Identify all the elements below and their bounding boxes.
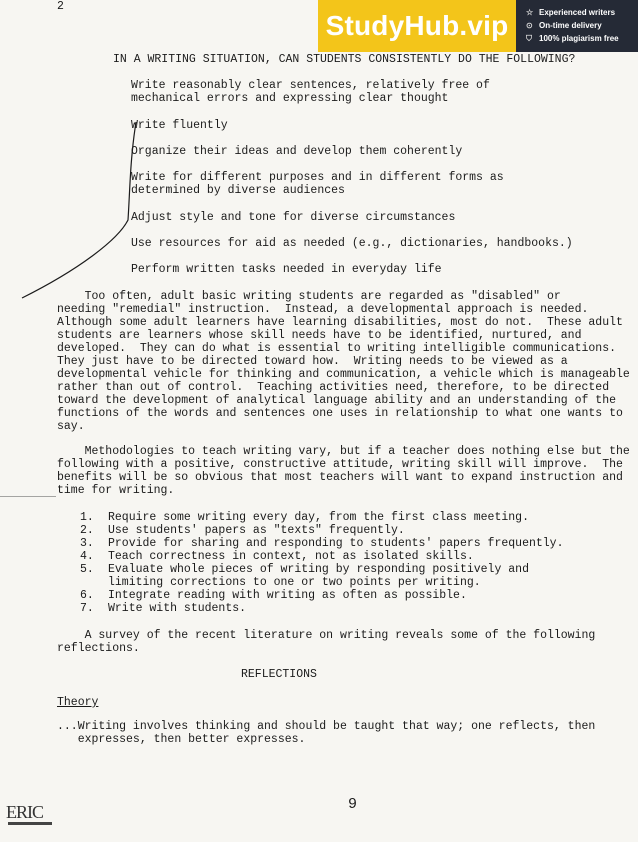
paragraph-line: rather than out of control. Teaching activities need, therefore, to be directed <box>57 381 610 394</box>
list-text: Teach correctness in context, not as isolated skills. <box>108 550 474 563</box>
skill-item-line: Perform written tasks needed in everyday life <box>131 263 442 276</box>
list-text: limiting corrections to one or two points per writing. <box>108 576 481 589</box>
skill-item-line: Write fluently <box>131 119 228 132</box>
paragraph-developmental <box>57 290 630 433</box>
paragraph-line: Methodologies to teach writing vary, but if a teacher does nothing else but the <box>57 445 630 458</box>
section-title: REFLECTIONS <box>241 668 317 681</box>
paragraph-line: benefits will be so obvious that most teachers will want to expand instruction and <box>57 471 623 484</box>
star-icon: ☆ <box>526 8 534 17</box>
list-item <box>80 576 563 589</box>
list-number: 4. <box>80 550 94 563</box>
paragraph-line: functions of the words and sentences one uses in relationship to what one wants to <box>57 407 623 420</box>
list-item <box>80 563 563 576</box>
list-text: Provide for sharing and responding to students' papers frequently. <box>108 537 564 550</box>
handwritten-line <box>0 496 638 497</box>
list-number: 7. <box>80 602 94 615</box>
feature-label: On-time delivery <box>539 21 602 30</box>
paragraph-line: students are learners whose skill needs have to be identified, nurtured, and <box>57 329 582 342</box>
list-item <box>80 602 563 615</box>
list-number: 1. <box>80 511 94 524</box>
feature-list <box>516 0 638 52</box>
page-number: 9 <box>348 796 358 813</box>
paragraph-line: time for writing. <box>57 484 175 497</box>
skill-item-line: Use resources for aid as needed (e.g., dictionaries, handbooks.) <box>131 237 573 250</box>
paragraph-line: toward the development of analytical language ability and an understanding of the <box>57 394 616 407</box>
eric-logo-strip <box>8 822 52 825</box>
skill-item-line: Organize their ideas and develop them coherently <box>131 145 463 158</box>
list-number: 5. <box>80 563 94 576</box>
feature-on-time <box>526 19 638 32</box>
list-item <box>80 511 563 524</box>
eric-logo-text: ERIC <box>6 802 44 822</box>
top-page-number: 2 <box>57 0 64 13</box>
paragraph-line: say. <box>57 420 85 433</box>
feature-label: Experienced writers <box>539 8 616 17</box>
skill-item-line: mechanical errors and expressing clear thought <box>131 92 449 105</box>
feature-experienced <box>526 6 638 19</box>
brand-logo[interactable] <box>318 0 516 52</box>
feature-plagiarism <box>526 32 638 45</box>
paragraph-survey <box>57 629 597 655</box>
brand-name: StudyHub.vip <box>325 10 509 41</box>
list-text: Evaluate whole pieces of writing by responding positively and <box>108 563 529 576</box>
paragraph-line: A survey of the recent literature on writing reveals some of the following <box>57 629 596 642</box>
paragraph-line: They just have to be directed toward how. Writing needs to be viewed as a <box>57 355 568 368</box>
studyhub-banner[interactable] <box>318 0 638 52</box>
list-number: 6. <box>80 589 94 602</box>
paragraph-line: developed. They can do what is essential to writing intelligible communications. <box>57 342 616 355</box>
question-heading: IN A WRITING SITUATION, CAN STUDENTS CONSISTENTLY DO THE FOLLOWING? <box>113 53 576 66</box>
skill-item-line: determined by diverse audiences <box>131 184 345 197</box>
paragraph-line: needing "remedial" instruction. Instead, a developmental approach is needed. <box>57 303 589 316</box>
list-text: Write with students. <box>108 602 247 615</box>
list-number: 3. <box>80 537 94 550</box>
list-item <box>80 550 563 563</box>
list-item <box>80 589 563 602</box>
quote <box>57 720 595 746</box>
list-item <box>80 537 563 550</box>
paragraph-line: developmental vehicle for thinking and communication, a vehicle which is manageable <box>57 368 630 381</box>
list-text: Integrate reading with writing as often as possible. <box>108 589 467 602</box>
skill-item-line: Write reasonably clear sentences, relatively free of <box>131 79 490 92</box>
skill-item-line: Write for different purposes and in different forms as <box>131 171 504 184</box>
paragraph-line: reflections. <box>57 642 140 655</box>
eric-logo <box>4 796 54 826</box>
paragraph-line: Too often, adult basic writing students are regarded as "disabled" or <box>57 290 561 303</box>
paragraph-methodologies <box>57 445 630 497</box>
feature-label: 100% plagiarism free <box>539 34 619 43</box>
list-text: Use students' papers as "texts" frequently. <box>108 524 405 537</box>
list-item <box>80 524 563 537</box>
quote-line: ...Writing involves thinking and should be taught that way; one reflects, then <box>57 720 596 733</box>
list-number: 2. <box>80 524 94 537</box>
clock-icon: ⊙ <box>526 21 533 30</box>
list-number <box>80 576 108 589</box>
list-text: Require some writing every day, from the first class meeting. <box>108 511 529 524</box>
subheading-theory: Theory <box>57 696 99 709</box>
shield-icon: ⛉ <box>526 33 532 43</box>
paragraph-line: Although some adult learners have learning disabilities, most do not. These adult <box>57 316 623 329</box>
quote-line: expresses, then better expresses. <box>57 733 306 746</box>
skill-item-line: Adjust style and tone for diverse circumstances <box>131 211 456 224</box>
numbered-list <box>80 511 563 615</box>
paragraph-line: following with a positive, constructive attitude, writing skill will improve. The <box>57 458 623 471</box>
